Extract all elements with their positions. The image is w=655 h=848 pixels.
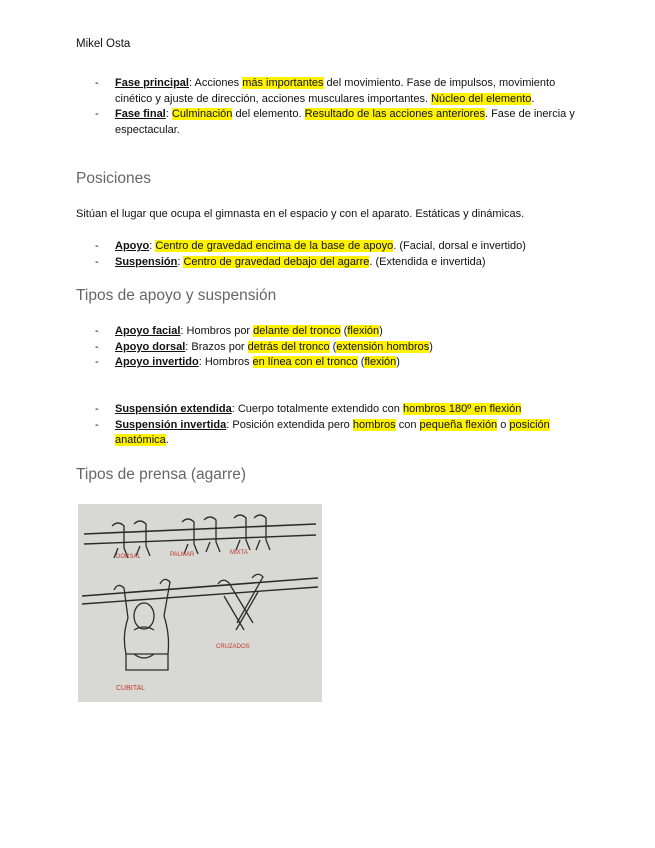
body-text: ) <box>429 340 433 353</box>
body-text: : Brazos por <box>185 340 248 353</box>
author-name: Mikel Osta <box>76 38 131 50</box>
body-text: . (Facial, dorsal e invertido) <box>393 240 526 252</box>
body-text: o <box>497 418 510 431</box>
apoyo-item <box>95 340 585 356</box>
body-text: ( <box>357 356 365 369</box>
heading-posiciones: Posiciones <box>76 170 151 187</box>
term-label: Apoyo <box>115 240 150 252</box>
body-text: ) <box>379 325 383 337</box>
body-text: ( <box>329 340 337 353</box>
highlighted-text: más importantes <box>242 77 324 89</box>
highlighted-text: flexión <box>364 356 397 369</box>
body-text: : Acciones <box>188 77 243 89</box>
term-label: Apoyo invertido <box>115 356 199 369</box>
body-text: . (Extendida e invertida) <box>369 255 486 268</box>
posiciones-list <box>95 239 585 270</box>
highlighted-text: detrás del tronco <box>247 340 330 353</box>
term-label: Fase principal <box>115 77 189 89</box>
label-cubital: CUBITAL <box>116 685 146 692</box>
highlighted-text: Núcleo del elemento <box>431 92 532 105</box>
highlighted-text: Centro de gravedad debajo del agarre <box>183 255 370 268</box>
highlighted-text: en línea con el tronco <box>252 356 358 369</box>
term-label: Suspensión <box>115 255 178 268</box>
label-mixta: MIXTA <box>230 550 248 556</box>
highlighted-text: hombros 180º en flexión <box>402 403 522 415</box>
fase-item <box>95 76 585 107</box>
label-palmar: PALMAR <box>170 552 195 558</box>
highlighted-text: extensión hombros <box>336 340 430 353</box>
posicion-item <box>95 239 585 255</box>
posiciones-intro: Sitúan el lugar que ocupa el gimnasta en el espacio y con el aparato. Estáticas y dinámicas. <box>76 208 525 220</box>
body-text: : Cuerpo totalmente extendido con <box>231 403 403 415</box>
body-text: . <box>165 434 169 447</box>
body-text: con <box>395 418 420 431</box>
highlighted-text: Centro de gravedad encima de la base de apoyo <box>155 240 394 252</box>
body-text: : Posición extendida pero <box>226 418 353 431</box>
suspension-item <box>95 402 585 418</box>
highlighted-text: Culminación <box>171 108 233 121</box>
suspension-item <box>95 418 585 449</box>
body-text: ) <box>396 356 400 369</box>
body-text: : <box>177 255 184 268</box>
body-text: del elemento. <box>232 108 305 121</box>
label-dorsal: DORSAL <box>116 554 141 560</box>
label-cruzados: CRUZADOS <box>216 644 250 650</box>
term-label: Apoyo dorsal <box>115 340 186 353</box>
body-text: : <box>149 240 156 252</box>
apoyo-item <box>95 355 585 371</box>
sketch-paper <box>78 504 322 702</box>
heading-tipos-apoyo: Tipos de apoyo y suspensión <box>76 287 277 304</box>
body-text: : <box>165 108 172 121</box>
body-text: . <box>531 92 535 105</box>
term-label: Suspensión extendida <box>115 403 232 415</box>
heading-prensa: Tipos de prensa (agarre) <box>76 466 247 483</box>
highlighted-text: pequeña flexión <box>419 418 498 431</box>
term-label: Fase final <box>115 108 166 121</box>
highlighted-text: hombros <box>352 418 396 431</box>
body-text: ( <box>340 325 348 337</box>
highlighted-text: flexión <box>347 325 380 337</box>
fase-item <box>95 107 585 138</box>
term-label: Apoyo facial <box>115 325 181 337</box>
term-label: Suspensión invertida <box>115 418 227 431</box>
grip-types-sketch <box>78 504 322 702</box>
fases-list <box>95 76 585 138</box>
apoyo-item <box>95 324 585 340</box>
highlighted-text: Resultado de las acciones anteriores <box>304 108 485 121</box>
posicion-item <box>95 255 585 271</box>
suspensiones-list <box>95 402 585 449</box>
body-text: del movimiento. Fase de impulsos, movimiento cinético y ajuste de dirección, acciones musculares importantes. <box>115 77 556 105</box>
highlighted-text: posición anatómica <box>115 418 550 447</box>
body-text: : Hombros <box>198 356 253 369</box>
apoyos-list <box>95 324 585 371</box>
highlighted-text: delante del tronco <box>253 325 341 337</box>
body-text: . Fase de inercia y espectacular. <box>115 108 575 136</box>
body-text: : Hombros por <box>180 325 254 337</box>
